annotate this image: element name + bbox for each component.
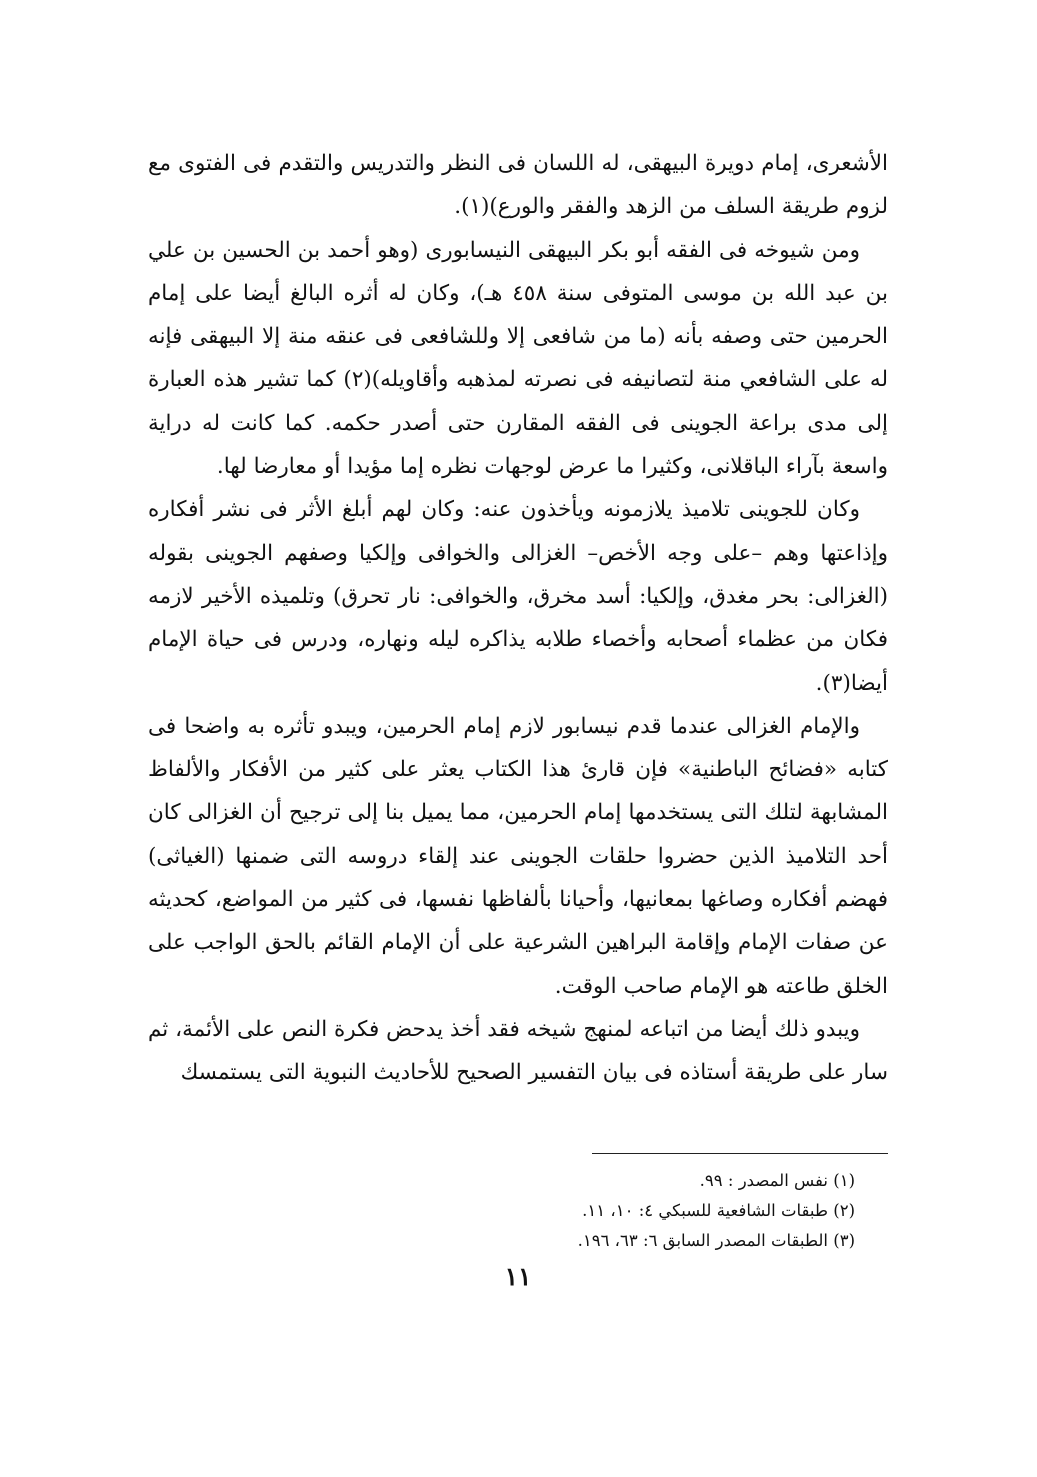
footnote-separator xyxy=(592,1153,888,1154)
paragraph-1: الأشعرى، إمام دويرة البيهقى، له اللسان فى النظر والتدريس والتقدم فى الفتوى مع لزوم طريقة السلف من الزهد والفقر والورع)(١). xyxy=(148,151,888,220)
footnote-1: (١) نفس المصدر : ٩٩. xyxy=(699,1171,855,1190)
footnote-3: (٣) الطبقات المصدر السابق ٦: ٦٣، ١٩٦. xyxy=(577,1231,855,1250)
paragraph-2: ومن شيوخه فى الفقه أبو بكر البيهقى النيسابورى (وهو أحمد بن الحسين بن علي بن عبد الله بن موسى المتوفى سنة ٤٥٨ هـ)، وكان له أثره البالغ أيضا على إمام الحرمين حتى وصفه بأنه (ما من شافعى إلا وللشافعى فى عنقه منة إلا البيهقى فإنه له على الشافعي منة لتصانيفه فى نصرته لمذهبه وأقاويله)(٢) كما تشير هذه العبارة إلى مدى براعة الجوينى فى الفقه المقارن حتى أصدر حكمه. كما كانت له دراية واسعة بآراء الباقلانى، وكثيرا ما عرض لوجهات نظره إما مؤيدا أو معارضا لها. xyxy=(148,237,888,480)
page-number: ١١ xyxy=(504,1262,532,1291)
paragraph-4: والإمام الغزالى عندما قدم نيسابور لازم إمام الحرمين، ويبدو تأثره به واضحا فى كتابه «فضائح الباطنية» فإن قارئ هذا الكتاب يعثر على كثير من الأفكار والألفاظ المشابهة لتلك التى يستخدمها إمام الحرمين، مما يميل بنا إلى ترجيح أن الغزالى كان أحد التلاميذ الذين حضروا حلقات الجوينى عند إلقاء دروسه التى ضمنها (الغياثى) فهضم أفكاره وصاغها بمعانيها، وأحيانا بألفاظها نفسها، فى كثير من المواضع، كحديثه عن صفات الإمام وإقامة البراهين الشرعية على أن الإمام القائم بالحق الواجب على الخلق طاعته هو الإمام صاحب الوقت. xyxy=(148,713,888,999)
paragraph-3: وكان للجوينى تلاميذ يلازمونه ويأخذون عنه: وكان لهم أبلغ الأثر فى نشر أفكاره وإذاعتها وهم –على وجه الأخص– الغزالى والخوافى وإلكيا وصفهم الجوينى بقوله (الغزالى: بحر مغدق، وإلكيا: أسد مخرق، والخوافى: نار تحرق) وتلميذه الأخير لازمه فكان من عظماء أصحابه وأخصاء طلابه يذاكره ليله ونهاره، ودرس فى حياة الإمام أيضا(٣). xyxy=(148,497,888,696)
footnotes xyxy=(440,1166,855,1256)
main-text xyxy=(148,142,888,1095)
paragraph-5: ويبدو ذلك أيضا من اتباعه لمنهج شيخه فقد أخذ يدحض فكرة النص على الأئمة، ثم سار على طريقة أستاذه فى بيان التفسير الصحيح للأحاديث النبوية التى يستمسك xyxy=(148,1016,888,1086)
footnote-2: (٢) طبقات الشافعية للسبكي ٤: ١٠، ١١. xyxy=(582,1201,855,1220)
